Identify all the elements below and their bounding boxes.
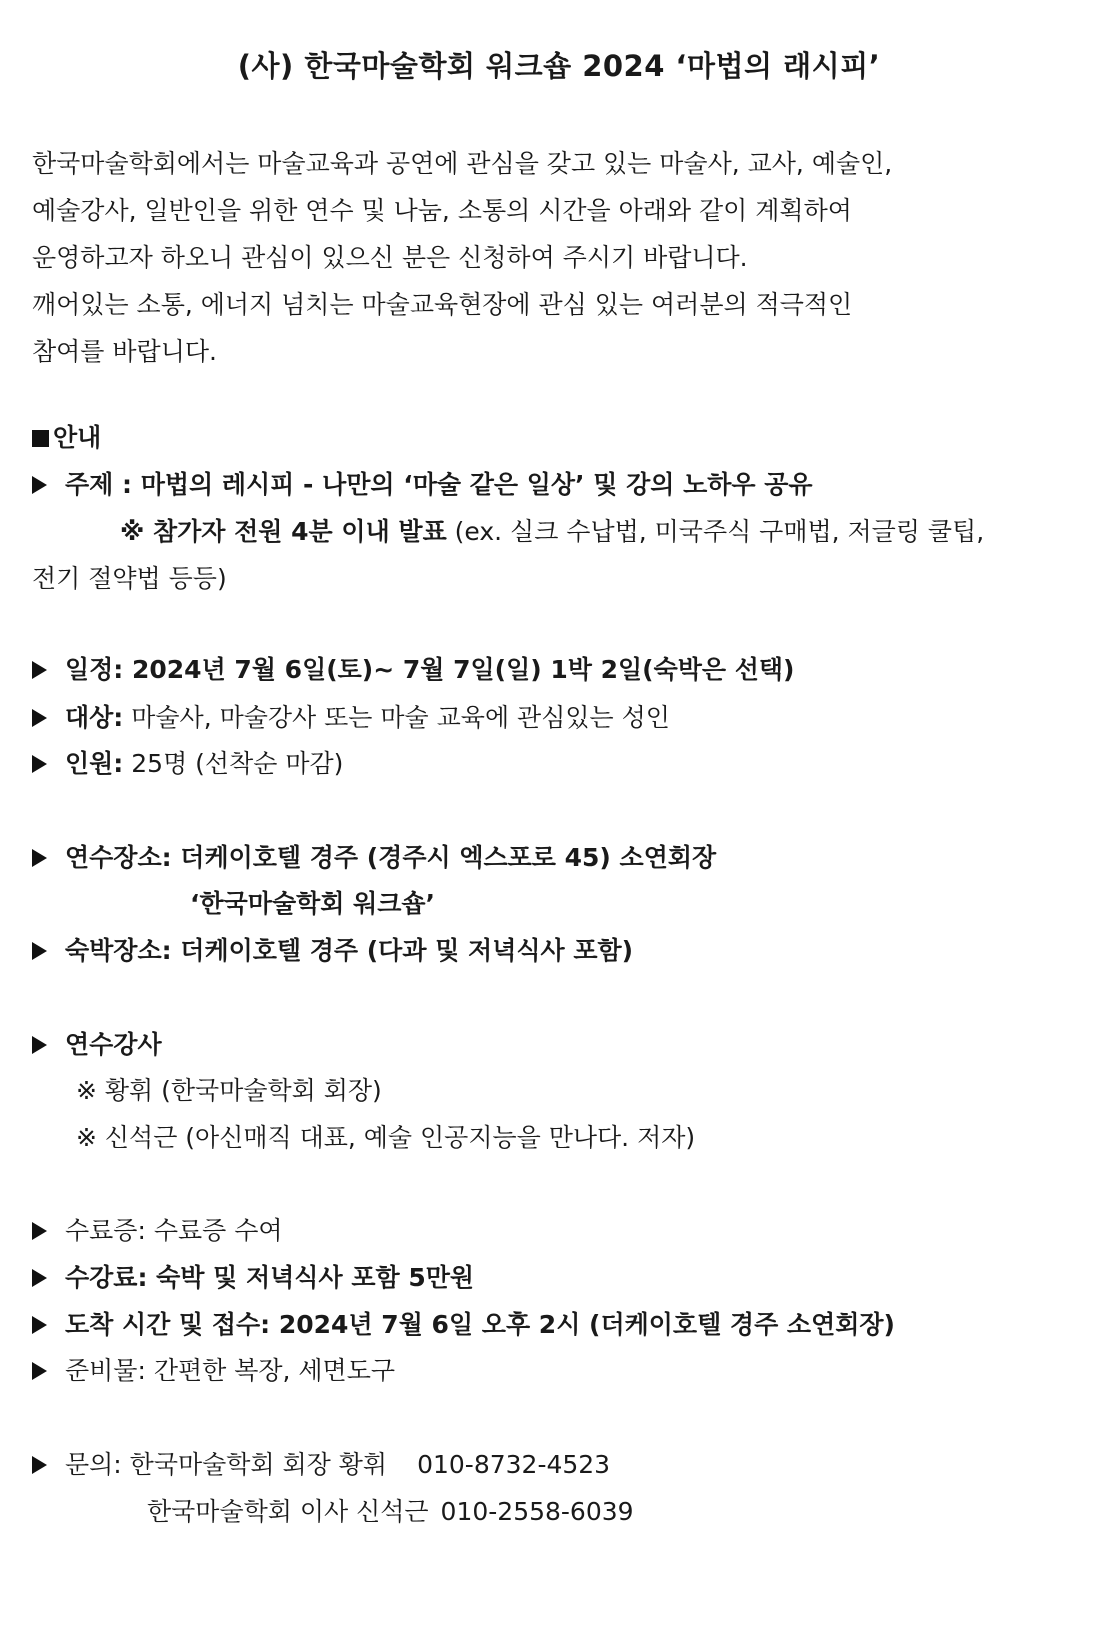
schedule-label: 일정: 2024년 7월 6일(토)~ 7월 7일(일) 1박 2일(숙박은 선택) bbox=[65, 655, 795, 684]
instructor-entry-text: ※ 황휘 (한국마술학회 회장) bbox=[76, 1076, 382, 1105]
contact-first-phone: 010-8732-4523 bbox=[417, 1450, 611, 1479]
target-item bbox=[32, 700, 670, 736]
intro-line: 참여를 바랍니다. bbox=[32, 337, 217, 366]
instructors-label: 연수강사 bbox=[65, 1030, 162, 1059]
contact-first-name: 한국마술학회 회장 황휘 bbox=[129, 1450, 388, 1479]
arrival-label: 도착 시간 및 접수: 2024년 7월 6일 오후 2시 (더케이호텔 경주 소연회장) bbox=[65, 1310, 895, 1339]
triangle-bullet-icon bbox=[32, 1222, 47, 1240]
section-heading bbox=[32, 420, 101, 456]
capacity-value: 25명 (선착순 마감) bbox=[123, 749, 344, 778]
intro-line: 운영하고자 하오니 관심이 있으신 분은 신청하여 주시기 바랍니다. bbox=[32, 243, 748, 272]
instructor-entry-text: ※ 신석근 (아신매직 대표, 예술 인공지능을 만나다. 저자) bbox=[76, 1123, 696, 1152]
venue-sub-text: ‘한국마술학회 워크숍’ bbox=[190, 889, 436, 918]
topic-note bbox=[32, 514, 984, 550]
contact-second-phone: 010-2558-6039 bbox=[440, 1497, 634, 1526]
fee-item bbox=[32, 1260, 474, 1296]
capacity-item bbox=[32, 746, 343, 782]
instructors-item bbox=[32, 1027, 162, 1063]
contact-label: 문의: bbox=[65, 1450, 130, 1479]
triangle-bullet-icon bbox=[32, 661, 47, 679]
arrival-item bbox=[32, 1307, 895, 1343]
intro-line: 깨어있는 소통, 에너지 넘치는 마술교육현장에 관심 있는 여러분의 적극적인 bbox=[32, 290, 853, 319]
topic-note-continued: 전기 절약법 등등) bbox=[32, 564, 227, 593]
triangle-bullet-icon bbox=[32, 942, 47, 960]
triangle-bullet-icon bbox=[32, 476, 47, 494]
triangle-bullet-icon bbox=[32, 1456, 47, 1474]
triangle-bullet-icon bbox=[32, 755, 47, 773]
triangle-bullet-icon bbox=[32, 849, 47, 867]
lodging-item bbox=[32, 933, 633, 969]
target-value: 마술사, 마술강사 또는 마술 교육에 관심있는 성인 bbox=[123, 703, 670, 732]
triangle-bullet-icon bbox=[32, 1269, 47, 1287]
supplies-item bbox=[32, 1353, 395, 1389]
topic-item bbox=[32, 467, 813, 503]
intro-line: 한국마술학회에서는 마술교육과 공연에 관심을 갖고 있는 마술사, 교사, 예술인, bbox=[32, 149, 893, 178]
instructor-entry bbox=[32, 1073, 382, 1109]
instructor-entry bbox=[32, 1120, 695, 1156]
venue-label: 연수장소: 더케이호텔 경주 (경주시 엑스포로 45) 소연회장 bbox=[65, 843, 717, 872]
certificate-item bbox=[32, 1213, 283, 1249]
schedule-item bbox=[32, 652, 794, 688]
triangle-bullet-icon bbox=[32, 709, 47, 727]
intro-line: 예술강사, 일반인을 위한 연수 및 나눔, 소통의 시간을 아래와 같이 계획하여 bbox=[32, 196, 852, 225]
certificate-label: 수료증: 수료증 수여 bbox=[65, 1216, 283, 1245]
supplies-label: 준비물: 간편한 복장, 세면도구 bbox=[65, 1356, 396, 1385]
topic-note-examples: (ex. 실크 수납법, 미국주식 구매법, 저글링 쿨팁, bbox=[446, 517, 985, 546]
topic-note-bold: ※ 참가자 전원 4분 이내 발표 bbox=[120, 517, 447, 546]
contact-item bbox=[32, 1447, 610, 1483]
section-heading-text: 안내 bbox=[53, 423, 102, 452]
black-square-icon bbox=[32, 430, 49, 447]
intro-paragraph bbox=[32, 140, 1092, 375]
contact-second bbox=[32, 1494, 634, 1530]
venue-item bbox=[32, 840, 716, 876]
triangle-bullet-icon bbox=[32, 1036, 47, 1054]
target-label: 대상: bbox=[65, 703, 124, 732]
page-title: (사) 한국마술학회 워크숍 2024 ‘마법의 래시피’ bbox=[237, 49, 881, 83]
capacity-label: 인원: bbox=[65, 749, 124, 778]
fee-label: 수강료: 숙박 및 저녁식사 포함 5만원 bbox=[65, 1263, 475, 1292]
contact-second-name: 한국마술학회 이사 신석근 bbox=[147, 1497, 429, 1526]
venue-sub bbox=[32, 886, 435, 922]
topic-label: 주제 : 마법의 레시피 - 나만의 ‘마술 같은 일상’ 및 강의 노하우 공유 bbox=[65, 470, 813, 499]
lodging-label: 숙박장소: 더케이호텔 경주 (다과 및 저녁식사 포함) bbox=[65, 936, 634, 965]
triangle-bullet-icon bbox=[32, 1316, 47, 1334]
triangle-bullet-icon bbox=[32, 1362, 47, 1380]
